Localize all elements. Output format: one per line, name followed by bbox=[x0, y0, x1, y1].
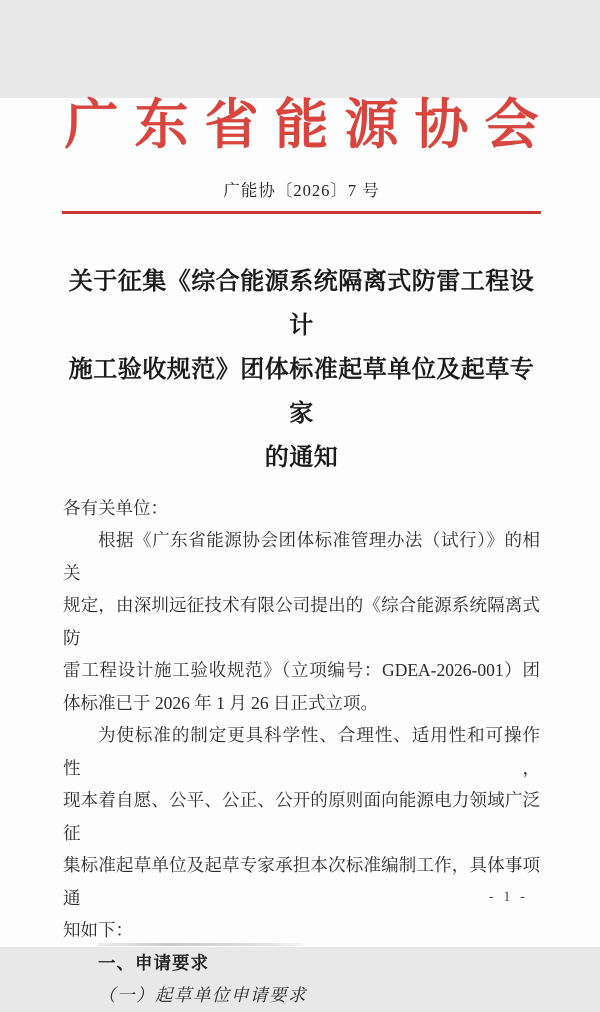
body-text-line: 规定，由深圳远征技术有限公司提出的《综合能源系统隔离式防 bbox=[63, 595, 540, 648]
letterhead-org-title bbox=[63, 95, 555, 155]
page-number: - 1 - bbox=[488, 889, 528, 905]
red-divider-rule bbox=[62, 211, 541, 214]
letterhead-org-name: 广东省能源协会 bbox=[64, 95, 555, 155]
scan-artifact bbox=[98, 943, 303, 946]
notice-title-line: 关于征集《综合能源系统隔离式防雷工程设计 bbox=[68, 268, 535, 339]
doc-reference-number: 广能协〔2026〕7 号 bbox=[223, 181, 380, 200]
document-content bbox=[0, 95, 600, 1012]
document-page bbox=[0, 95, 600, 1005]
body-text-line: 根据《广东省能源协会团体标准管理办法（试行）》的相关 bbox=[63, 530, 540, 583]
body-text-line: 一、申请要求 bbox=[98, 952, 209, 973]
body-text-line: 各有关单位： bbox=[63, 497, 168, 518]
notice-title-line: 的通知 bbox=[264, 444, 339, 471]
body-text-line: （一）起草单位申请要求 bbox=[98, 985, 307, 1005]
body-text-line: 现本着自愿、公平、公正、公开的原则面向能源电力领域广泛征 bbox=[63, 790, 540, 843]
body-text-line: 知如下： bbox=[63, 920, 133, 940]
body-text-line: 体标准已于 2026 年 1 月 26 日正式立项。 bbox=[63, 692, 378, 713]
body-text-line: 集标准起草单位及起草专家承担本次标准编制工作，具体事项通 bbox=[63, 855, 540, 908]
notice-title-line: 施工验收规范》团体标准起草单位及起草专家 bbox=[68, 356, 535, 427]
body-text-line: 为使标准的制定更具科学性、合理性、适用性和可操作性， bbox=[63, 725, 540, 778]
notice-title bbox=[63, 260, 540, 480]
notice-body bbox=[63, 492, 540, 1012]
body-text-line: 雷工程设计施工验收规范》（立项编号：GDEA-2026-001）团 bbox=[63, 660, 540, 680]
